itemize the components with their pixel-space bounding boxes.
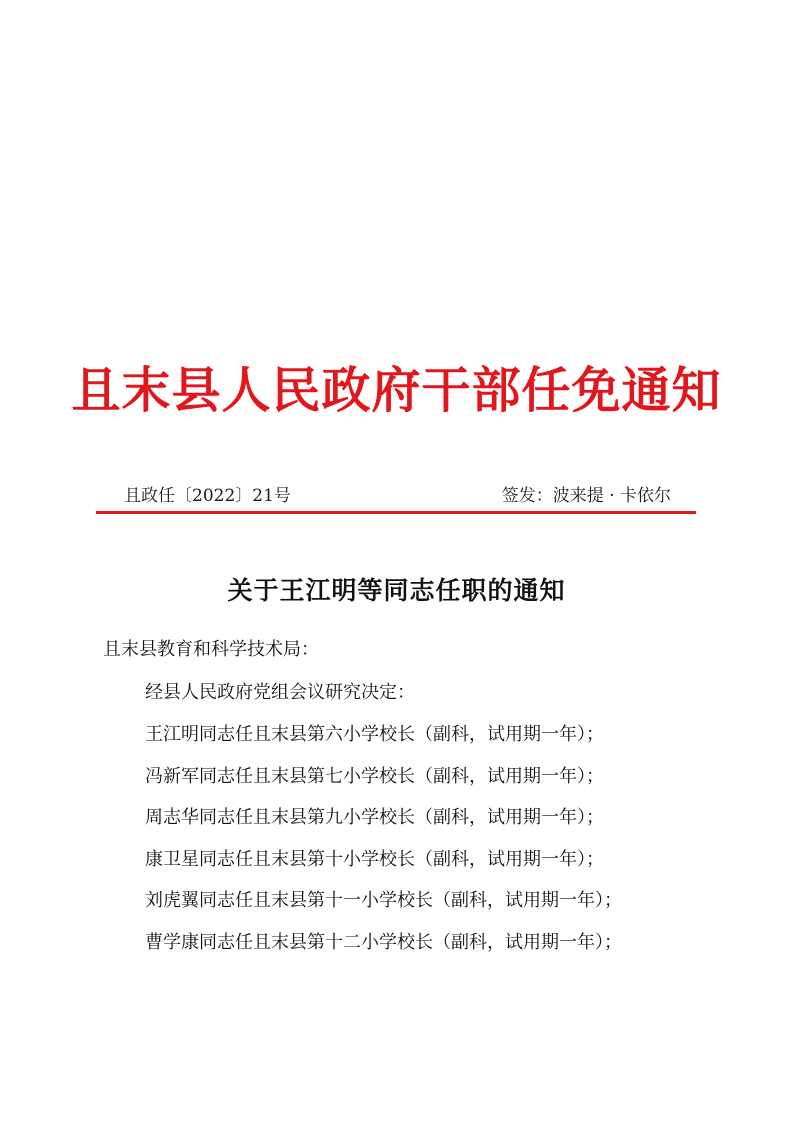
- appointment-item: 冯新军同志任且末县第七小学校长（副科，试用期一年）；: [145, 765, 604, 787]
- appointment-item: 曹学康同志任且末县第十二小学校长（副科，试用期一年）；: [145, 931, 622, 953]
- appointment-item: 周志华同志任且末县第九小学校长（副科，试用期一年）；: [145, 807, 604, 828]
- notice-title: 关于王江明等同志任职的通知: [227, 575, 566, 605]
- appointment-list: [145, 719, 622, 968]
- red-divider-line: [96, 511, 696, 514]
- addressee: 且末县教育和科学技术局：: [103, 639, 319, 660]
- decision-intro: 经县人民政府党组会议研究决定：: [145, 682, 415, 703]
- document-meta: [96, 481, 696, 511]
- appointment-item: 王江明同志任且末县第六小学校长（副科，试用期一年）；: [145, 724, 604, 745]
- appointment-item: 康卫星同志任且末县第十小学校长（副科，试用期一年）；: [145, 848, 604, 870]
- signer: 签发：波来提 · 卡依尔: [501, 486, 671, 506]
- document-number: 且政任〔2022〕21号: [124, 486, 291, 506]
- document-masthead: 且末县人民政府干部任免通知: [71, 360, 722, 419]
- appointment-item: 刘虎翼同志任且末县第十一小学校长（副科，试用期一年）；: [145, 890, 622, 911]
